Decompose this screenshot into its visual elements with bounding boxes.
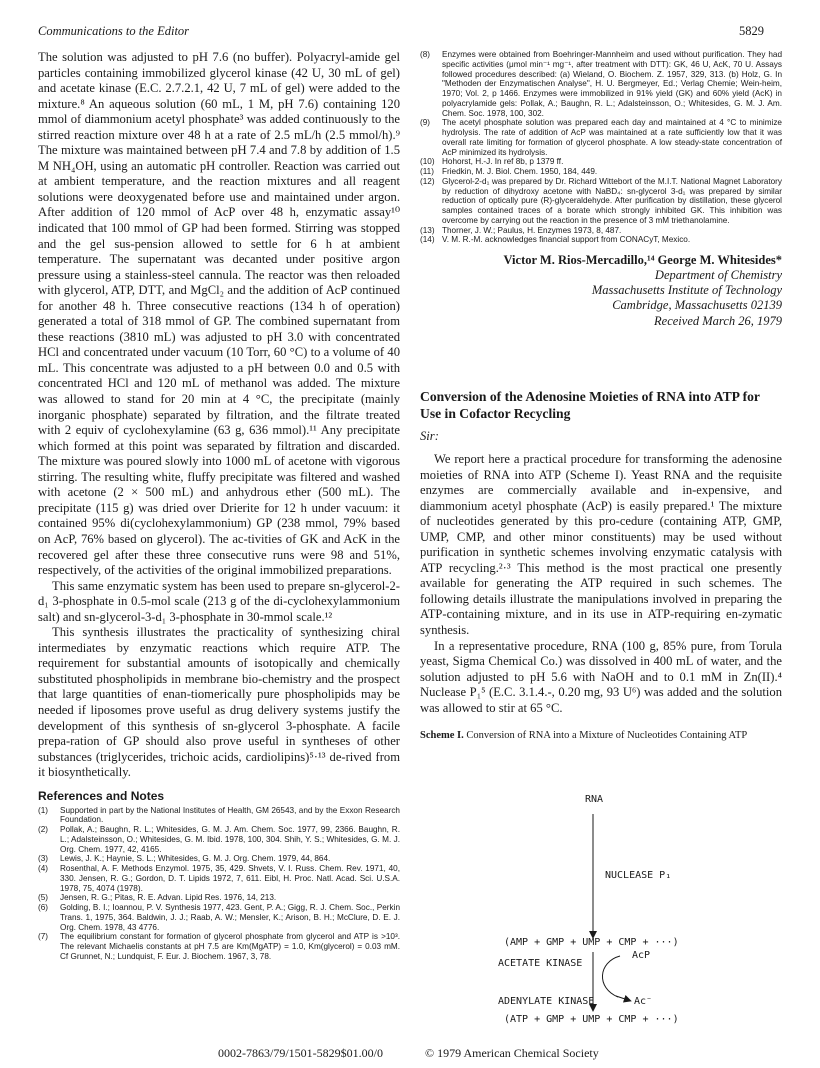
reference-item bbox=[420, 177, 782, 226]
body-paragraph: This same enzymatic system has been used to prepare sn-glycerol-2-d₁ 3-phosphate in 0.5-mol scale (213 g of the di-cyclohexylammonium salt) and sn-glycerol-3-d₁ 3-phosphate in 30-mmol scale.¹² bbox=[38, 578, 400, 624]
page-number: 5829 bbox=[739, 24, 764, 38]
scheme-ntp-mixture: (ATP + GMP + UMP + CMP + ···) bbox=[504, 1014, 679, 1025]
ref-text: V. M. R.-M. acknowledges financial support from CONACyT, Mexico. bbox=[442, 235, 691, 245]
affiliation-department: Department of Chemistry bbox=[654, 268, 782, 282]
ref-text: Golding, B. I.; Ioannou, P. V. Synthesis 1977, 423. Gent, P. A.; Gigg, R. J. Chem. Soc., Perkin Trans. 1, 1975, 364. Baldwin, J. J.; Raab, A. W.; Mensler, K.; Arison, B. H.; McClure, D. E. J. Org. Chem. 1978, 43 4776. bbox=[60, 903, 400, 932]
scheme-acetate: Ac⁻ bbox=[634, 996, 653, 1007]
scheme-rna: RNA bbox=[585, 794, 604, 805]
reference-item bbox=[38, 903, 400, 932]
ref-text: Hohorst, H.-J. In ref 8b, p 1379 ff. bbox=[442, 157, 564, 167]
ref-text: Glycerol-2-d₁ was prepared by Dr. Richard Wittebort of the M.I.T. National Magnet Laboratory by reduction of dihydroxy acetone with NaBD₄: sn-glycerol 3-d₁ was prepared by similar reduction of optically pure (R)-glyceraldehyde. After purification by distillation, these glycerol samples contained traces of a borate which strongly inhibited GK. This inhibition was overcome by carrying out the reaction in the presence of 3 mM triethanolamine. bbox=[442, 176, 782, 225]
ref-number: (2) bbox=[38, 825, 49, 835]
ref-text: Supported in part by the National Institutes of Health, GM 26543, and by the Exxon Research Foundation. bbox=[60, 805, 400, 825]
ref-number: (7) bbox=[38, 932, 49, 942]
reference-item bbox=[420, 157, 782, 167]
salutation: Sir: bbox=[420, 429, 439, 443]
reference-item bbox=[38, 864, 400, 893]
reference-item bbox=[38, 825, 400, 854]
ref-text: Thorner, J. W.; Paulus, H. Enzymes 1973, 8, 487. bbox=[442, 225, 622, 235]
body-paragraph: This synthesis illustrates the practicality of synthesizing chiral intermediates by enzymatic reactions which require ATP. The requirement for substantial amounts of isotopically and chemically substituted phospholipids in membrane bio-chemistry and the prospect that large quantities of enan-tiomerically pure phospholipids may be needed if liposomes prove useful as drug delivery systems justify the development of this synthesis of sn-glycerol 3-phosphate. A facile prepa-ration of GP should also prove useful in syntheses of other substances (triglycerides, trichoic acids, cardiolipins)⁵·¹³ de-rived from it biosynthetically. bbox=[38, 625, 400, 780]
ref-text: Lewis, J. K.; Haynie, S. L.; Whitesides, G. M. J. Org. Chem. 1979, 44, 864. bbox=[60, 854, 331, 864]
footer-copyright: © 1979 American Chemical Society bbox=[425, 1046, 599, 1060]
reference-item bbox=[38, 854, 400, 864]
acetate-out-arrow bbox=[616, 996, 628, 1000]
reference-list bbox=[38, 806, 400, 962]
ref-text: Enzymes were obtained from Boehringer-Mannheim and used without purification. They had specific activities (μmol min⁻¹ mg⁻¹, after treatment with DTT): GK, 46 U, AcK, 70 U. Assays followed procedures described: (a) Wieland, O. Biochem. Z. 1957, 329, 313. (b) Holz, G. In "Methoden der Enzymatischen Analyse", H. U. Bergmeyer, Ed.; Verlag Chemie; Wein-heim, 1970; Vol. 2, p 1466. Enzymes were immobilized in 91% yield (GK) and 60% yield (AcK) in polyacrylamide gels: Pollak, A.; Baughn, R. L.; Adalsteinsson, O.; Whitesides, G. M. J. Am. Chem. Soc. 1978, 100, 302. bbox=[442, 50, 782, 118]
body-paragraph: In a representative procedure, RNA (100 g, 85% pure, from Torula yeast, Sigma Chemical Co.) was dissolved in 400 mL of water, and the solution adjusted to pH 5.6 with NaOH and to 0.1 mM in Zn(II).⁴ Nuclease P₁⁵ (E.C. 3.1.4.-, 0.20 mg, 93 U⁶) was added and the solution was allowed to stir at 65 °C. bbox=[420, 638, 782, 715]
ref-text: The equilibrium constant for formation of glycerol phosphate from glycerol and ATP is >10³. The relevant Michaelis constants at pH 7.5 are Km(MgATP) = 1.0, Km(glycerol) = 0.03 mM. Cf Grunnet, N.; Lundquist, F. Eur. J. Biochem. 1967, 3, 78. bbox=[60, 932, 400, 961]
article-title: Conversion of the Adenosine Moieties of RNA into ATP for Use in Cofactor Recycling bbox=[420, 389, 760, 421]
ref-number: (8) bbox=[420, 50, 431, 59]
ref-number: (14) bbox=[420, 235, 435, 245]
scheme-label: Scheme I. bbox=[420, 730, 464, 742]
author-line: Victor M. Rios-Mercadillo,¹⁴ George M. Whitesides* bbox=[503, 253, 782, 267]
ref-number: (12) bbox=[420, 176, 435, 186]
scheme-acetate-kinase: ACETATE KINASE bbox=[498, 958, 583, 969]
reference-item bbox=[420, 118, 782, 157]
references-heading: References and Notes bbox=[38, 788, 165, 803]
scheme-nmp-mixture: (AMP + GMP + UMP + CMP + ···) bbox=[504, 937, 679, 948]
reference-item bbox=[38, 893, 400, 903]
ref-number: (3) bbox=[38, 854, 49, 864]
right-column bbox=[420, 50, 782, 743]
reference-item bbox=[420, 50, 782, 118]
scheme-adenylate-kinase: ADENYLATE KINASE bbox=[498, 996, 595, 1007]
ref-number: (10) bbox=[420, 157, 435, 167]
affiliation-institution: Massachusetts Institute of Technology bbox=[591, 283, 782, 297]
acetate-kinase-curve bbox=[602, 956, 620, 997]
ref-number: (11) bbox=[420, 167, 434, 176]
body-paragraph: We report here a practical procedure for transforming the adenosine moieties of RNA into ATP (Scheme I). Yeast RNA and the requisite enzymes are commercially available and in-expensive, and diammonium acetyl phosphate (AcP) is easily prepared.¹ The mixture of nucleotides generated by this pro-cedure (containing ATP, GMP, UMP, CMP, and other minor constituents) may be used without purification in synthetic schemes involving enzymatic catalysis with ATP recycling.²·³ This method is the most practical one presently available for generating the ATP required in such schemes. The following details illustrate the manipulations involved in preparing the ATP-containing mixture, and in its use in ATP-requiring en-zymatic synthesis. bbox=[420, 452, 782, 638]
scheme-nuclease: NUCLEASE P₁ bbox=[605, 870, 672, 881]
reference-item bbox=[38, 806, 400, 826]
footer-code: 0002-7863/79/1501-5829$01.00/0 bbox=[218, 1046, 383, 1060]
reference-list-continued bbox=[420, 50, 782, 245]
ref-text: Rosenthal, A. F. Methods Enzymol. 1975, 35, 429. Shvets, V. I. Russ. Chem. Rev. 1971, 40, 330. Jensen, R. G.; Gordon, D. T. Lipids 1972, 7, 611. Eibl, H. Proc. Natl. Acad. Sci. U.S.A. 1978, 75, 4074 (1978). bbox=[60, 864, 400, 893]
ref-number: (4) bbox=[38, 864, 49, 874]
reference-item bbox=[420, 167, 782, 177]
ref-text: The acetyl phosphate solution was prepared each day and maintained at 4 °C to minimize hydrolysis. The rate of addition of AcP was maintained at a rate sufficiently low that it was overall rate limiting for formation of glycerol phosphate. A low steady-state concentration of AcP minimized its hydrolysis. bbox=[442, 118, 782, 157]
reference-item bbox=[38, 932, 400, 961]
body-paragraph: The solution was adjusted to pH 7.6 (no buffer). Polyacryl-amide gel particles containing immobilized glycerol kinase (42 U, 30 mL of gel) and acetate kinase (E.C. 2.7.2.1, 42 U, 7 mL of gel) were added to the mixture.⁸ An aqueous solution (60 mL, 1 M, pH 7.6) containing 120 mmol of diammonium acetyl phosphate³ was added continuously to the stirred reaction mixture over 48 h at a rate of 2.5 mL/h (2.5 mmol/h).⁹ The mixture was maintained between pH 7.4 and 7.8 by addition of 1.5 M NH₄OH, using an automatic pH controller. Reaction was carried out at ambient temperature, and the reaction mixtures and all reagent solutions were deoxygenated before use and maintained under argon. After addition of 120 mmol of AcP over 48 h, enzymatic assay¹⁰ indicated that 100 mmol of GP had been formed. Stirring was stopped and the gel sus-pension allowed to settle for 6 h at ambient temperature. The supernatant was decanted under positive argon pressure using a stainless-steel cannula. The reactor was then reloaded with glycerol, ATP, DTT, and MgCl₂ and the addition of AcP continued for another 48 h. Three consecutive reactions (134 h of operation) generated a total of 318 mmol of GP. The combined supernatant from these reactions (3810 mL) was adjusted to pH 3.0 with concentrated HCl and concentrated under vacuum (10 Torr, 60 °C) to a volume of 40 mL. This concentrate was adjusted to a pH between 0.0 and 0.5 with concentrated HCl and 120 mL of methanol was added. The mixture was allowed to stand for 20 min at 4 °C, the precipitate (mainly inorganic phosphate) separated by filtration, and the filtrate treated with 2 equiv of cyclohexylamine (63 g, 636 mmol).¹¹ Any precipitate which formed at this point was separated by filtration and discarded. The mixture was poured slowly into 1000 mL of acetone with vigorous stirring. The resulting white, fluffy precipitate was filtered and washed with acetone (2 × 500 mL) and anhydrous ether (500 mL). The precipitate (115 g) was dried over Drierite for 12 h under vacuum: it contained 95% di(cyclohexylammonium) GP (238 mmol, 79% based on AcP, 76% based on glycerol). The ac-tivities of GK and AcK in the recovered gel after these three consecutive runs were 98 and 51%, respectively, of the activities of the original immobilized preparations. bbox=[38, 50, 400, 578]
scheme-diagram bbox=[420, 792, 782, 1032]
scheme-arrows bbox=[420, 792, 782, 1032]
left-column bbox=[38, 50, 400, 962]
ref-number: (1) bbox=[38, 805, 49, 815]
ref-text: Friedkin, M. J. Biol. Chem. 1950, 184, 449. bbox=[442, 167, 598, 176]
ref-number: (6) bbox=[38, 903, 49, 913]
received-date: Received March 26, 1979 bbox=[654, 314, 782, 328]
running-header: Communications to the Editor bbox=[38, 24, 190, 38]
scheme-acp: AcP bbox=[632, 950, 651, 961]
reference-item bbox=[420, 235, 782, 245]
ref-number: (9) bbox=[420, 118, 431, 128]
reference-item bbox=[420, 226, 782, 236]
ref-number: (13) bbox=[420, 225, 435, 235]
scheme-caption bbox=[420, 730, 782, 743]
ref-text: Jensen, R. G.; Pitas, R. E. Advan. Lipid Res. 1976, 14, 213. bbox=[60, 893, 277, 903]
ref-number: (5) bbox=[38, 893, 49, 903]
affiliation-address: Cambridge, Massachusetts 02139 bbox=[612, 298, 782, 312]
ref-text: Pollak, A.; Baughn, R. L.; Whitesides, G. M. J. Am. Chem. Soc. 1977, 99, 2366. Baughn, R. L.; Adalsteinsson, O.; Whitesides, G. M. Ibid. 1978, 100, 304. Shih, Y. S.; Whitesides, G. M. J. Org. Chem. 1977, 42, 4165. bbox=[60, 825, 400, 854]
scheme-caption-text: Conversion of RNA into a Mixture of Nucleotides Containing ATP bbox=[466, 730, 748, 742]
